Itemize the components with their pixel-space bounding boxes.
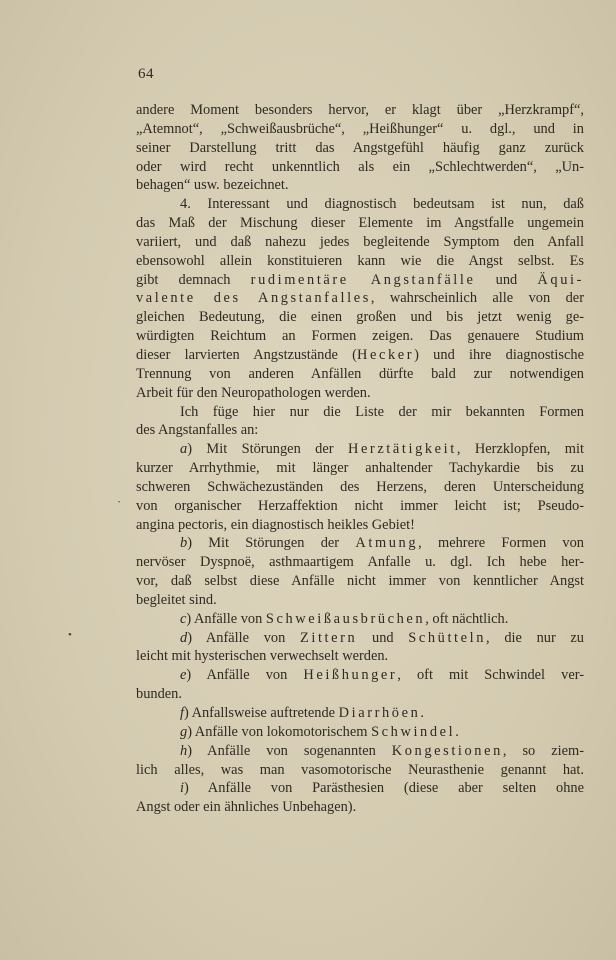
list-item-d: d) Anfälle von Zittern und Schütteln, die nur zu (180, 629, 584, 646)
text-line: schweren Schwächezuständen des Herzens, deren Unterscheidung (136, 478, 584, 495)
text-line: andere Moment besonders hervor, er klagt über „Herzkrampf“, (136, 102, 584, 118)
text-line: von organischer Herzaffektion nicht immer leicht ist; Pseudo- (136, 497, 584, 514)
text-line: gleichen Bedeutung, die einen großen und bis jetzt wenig ge- (136, 309, 584, 326)
text-line: dieser larvierten Angstzustände (Hecker) und ihre diagnostische (136, 346, 584, 363)
body-text (136, 101, 584, 817)
text-line: das Maß der Mischung dieser Elemente im Angstfalle ungemein (136, 215, 584, 232)
list-item-f: f) Anfallsweise auftretende Diarrhöen. (180, 705, 424, 721)
text-line: nervöser Dyspnoë, asthmaartigem Anfalle u. dgl. Ich hebe her- (136, 554, 584, 571)
list-item-h: h) Anfälle von sogenannten Kongestionen, so ziem- (180, 742, 584, 759)
ink-speck: • (68, 629, 72, 641)
text-line: variiert, und daß nahezu jedes begleitende Symptom den Anfall (136, 233, 584, 250)
text-line: angina pectoris, ein diagnostisch heikles Gebiet! (136, 516, 415, 533)
text-line: lich alles, was man vasomotorische Neurasthenie genannt hat. (136, 761, 584, 778)
text-line: 4. Interessant und diagnostisch bedeutsam ist nun, daß (180, 196, 584, 213)
text-line: behagen“ usw. bezeichnet. (136, 177, 289, 194)
text-line: kurzer Arrhythmie, mit länger anhaltender Tachykardie bis zu (136, 460, 584, 477)
text-line: vor, daß selbst diese Anfälle nicht immer von kenntlicher Angst (136, 573, 584, 590)
list-item-g: g) Anfälle von lokomotorischem Schwindel. (180, 723, 459, 740)
text-line: seiner Darstellung tritt das Angstgefühl häufig ganz zurück (136, 139, 584, 156)
text-line: oder wird recht unkenntlich als ein „Schlechtwerden“, „Un- (136, 158, 584, 175)
text-line: des Angstanfalles an: (136, 422, 259, 439)
text-line: begleitet sind. (136, 591, 217, 608)
text-line: Angst oder ein ähnliches Unbehagen). (136, 799, 357, 816)
text-line: Ich füge hier nur die Liste der mir bekannten Formen (180, 403, 584, 420)
page-number: 64 (138, 66, 154, 82)
list-item-e: e) Anfälle von Heißhunger, oft mit Schwindel ver- (180, 667, 584, 684)
text-line: leicht mit hysterischen verwechselt werden. (136, 648, 389, 665)
text-line: valente des Angstanfalles, wahrscheinlich alle von der (136, 290, 584, 307)
list-item-a: a) Mit Störungen der Herztätigkeit, Herzklopfen, mit (180, 441, 584, 458)
list-item-c: c) Anfälle von Schweißausbrüchen, oft nächtlich. (180, 610, 509, 627)
list-item-b: b) Mit Störungen der Atmung, mehrere Formen von (180, 535, 584, 552)
text-line: würdigten Reichtum an Formen zeigen. Das genauere Studium (136, 328, 584, 345)
ink-speck: • (118, 500, 121, 506)
text-line: bunden. (136, 686, 182, 703)
text-line: Trennung von anderen Anfällen dürfte bald zur notwendigen (136, 365, 584, 382)
text-line: ebensowohl allein konstituieren kann wie die Angst selbst. Es (136, 252, 584, 269)
text-line: gibt demnach rudimentäre Angstanfälle und Äqui- (136, 271, 584, 288)
text-line: „Atemnot“, „Schweißausbrüche“, „Heißhunger“ u. dgl., und in (136, 120, 584, 137)
text-line: Arbeit für den Neuropathologen werden. (136, 384, 371, 401)
list-item-i: i) Anfälle von Parästhesien (diese aber selten ohne (180, 780, 584, 797)
